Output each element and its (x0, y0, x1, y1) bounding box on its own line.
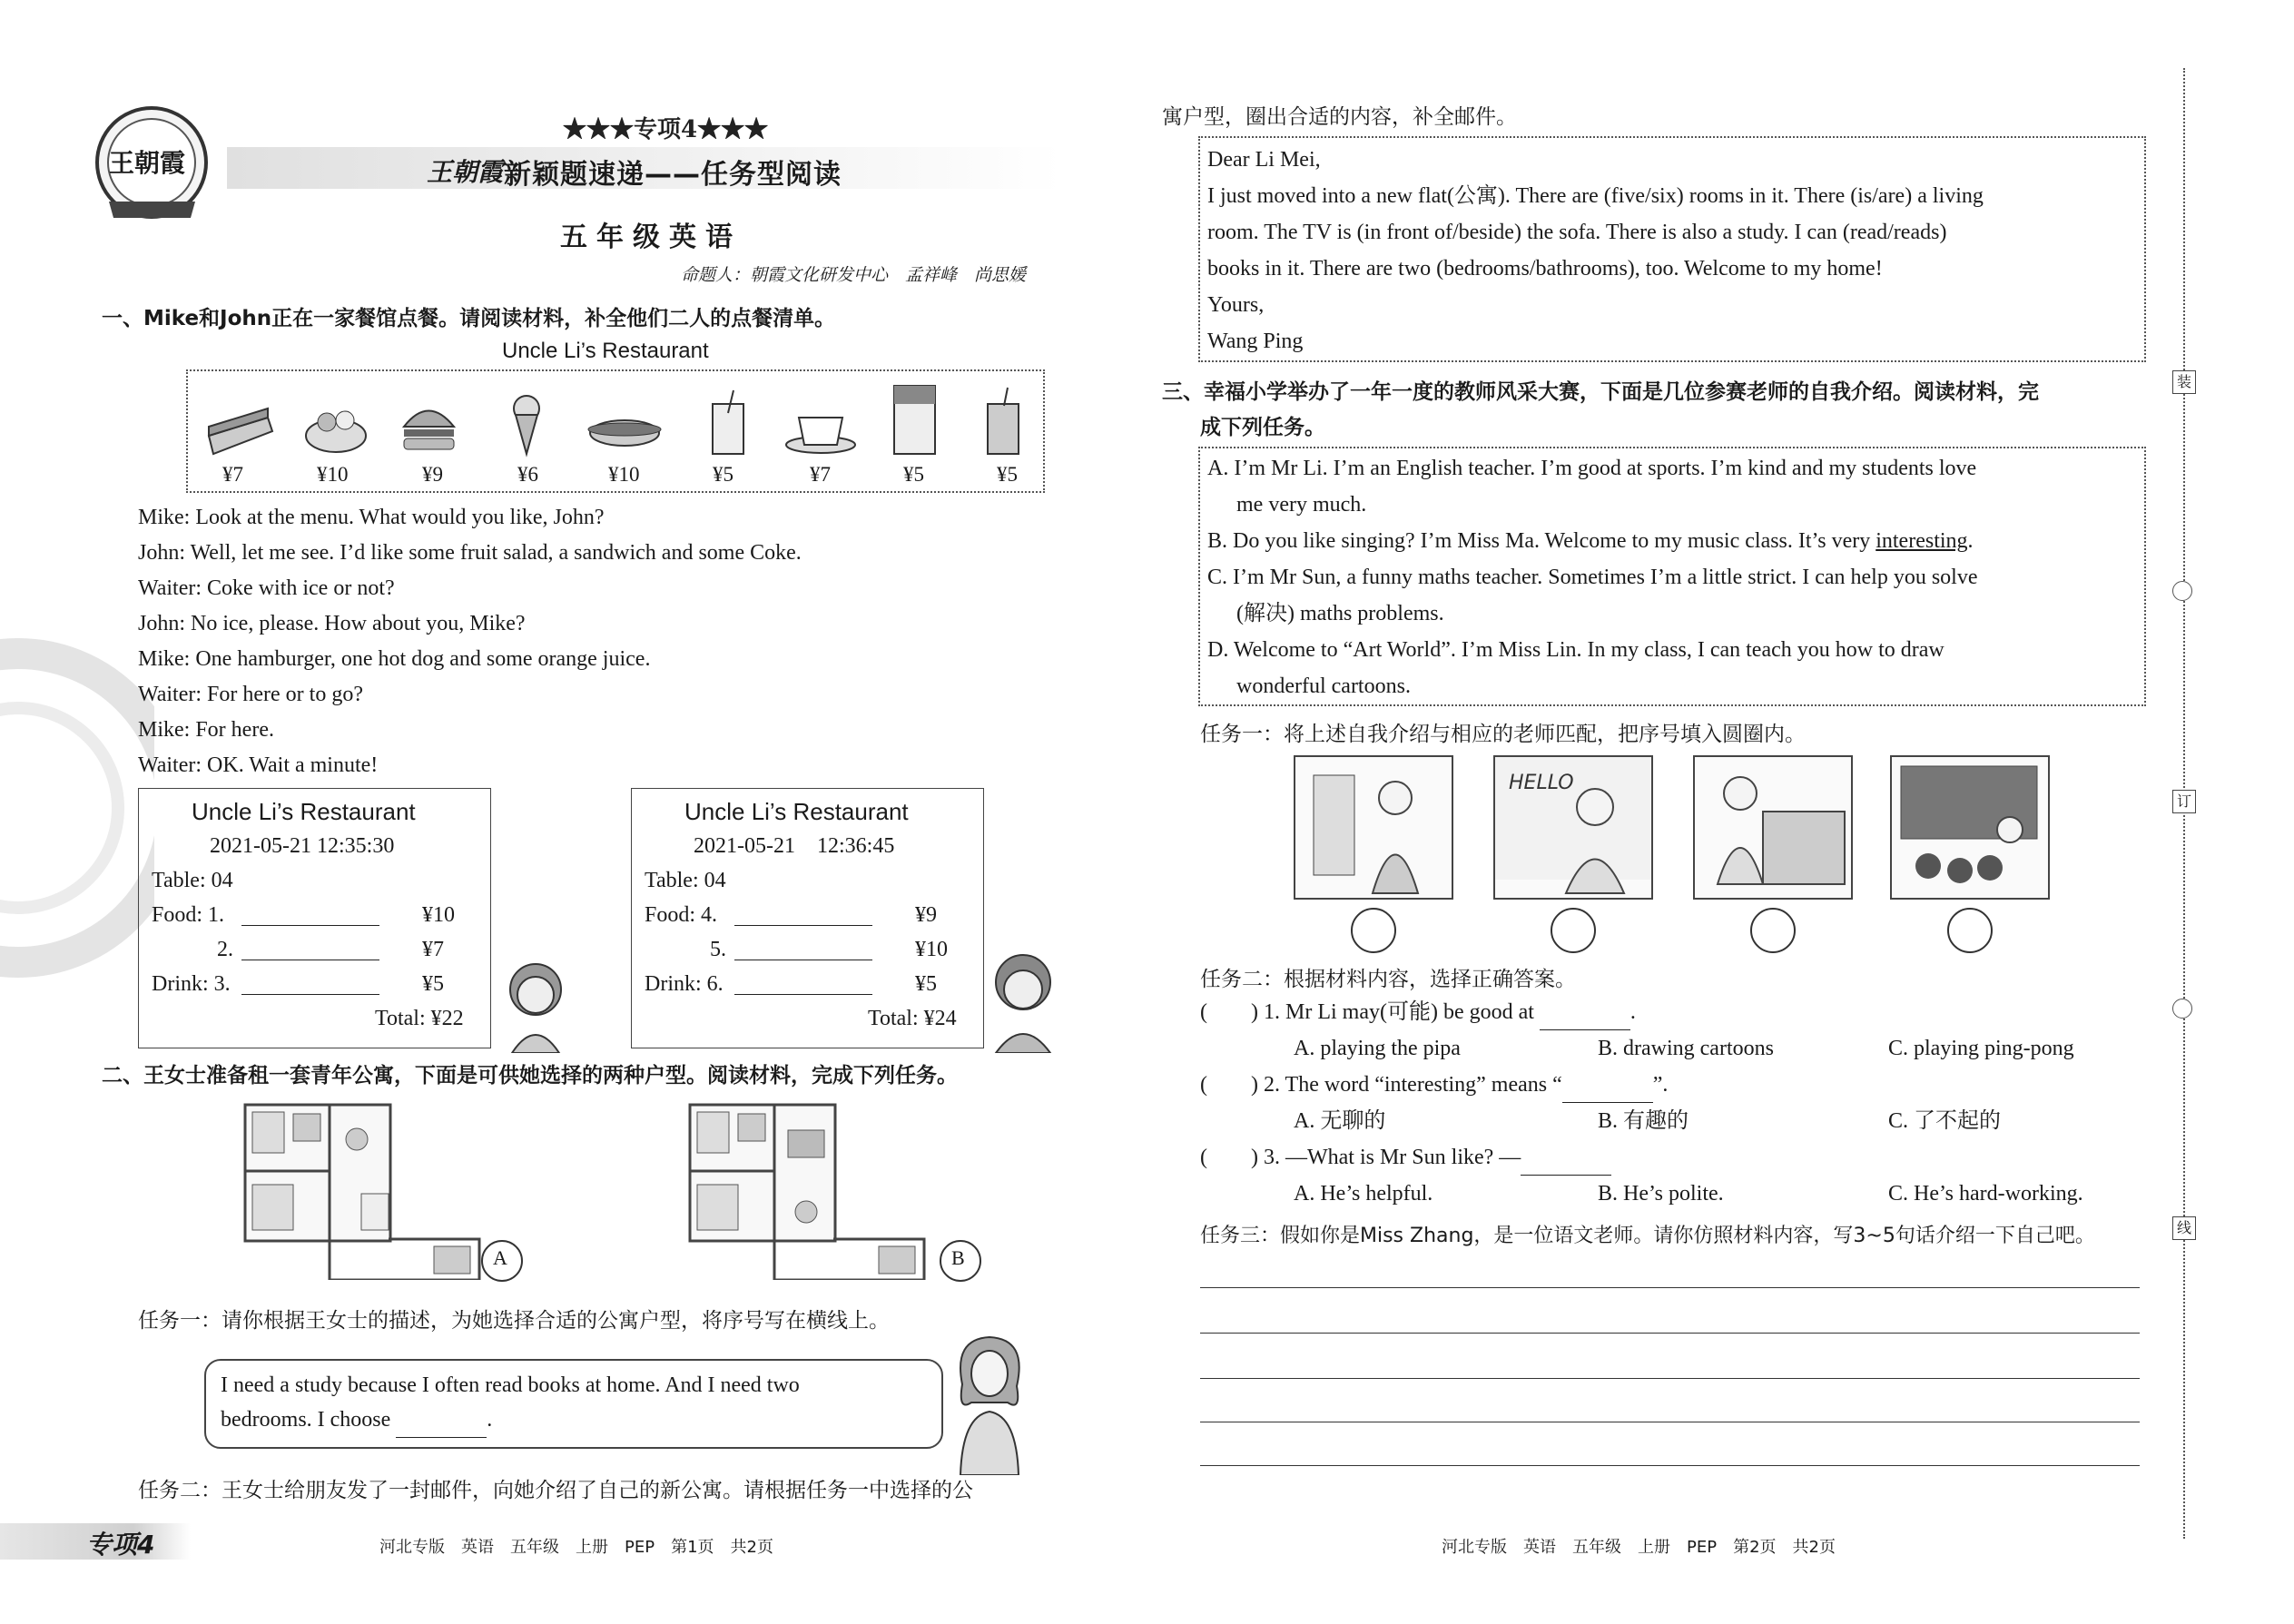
writing-line[interactable] (1200, 1287, 2140, 1288)
question-blank[interactable] (1562, 1075, 1653, 1103)
footer-page-2: 河北专版 英语 五年级 上册 PEP 第2页 共2页 (1442, 1538, 1836, 1557)
answer-circle-2[interactable] (1551, 908, 1596, 953)
receipt-blank-1[interactable] (241, 925, 379, 926)
receipt-total: Total: ¥24 (868, 1007, 957, 1030)
receipt-food1-price: ¥9 (915, 903, 937, 927)
intros-box (1198, 447, 2146, 706)
section2-task1: 任务一：请你根据王女士的描述，为她选择合适的公寓户型，将序号写在横线上。 (138, 1309, 890, 1333)
section2-task2: 任务二：王女士给朋友发了一封邮件，向她介绍了自己的新公寓。请根据任务一中选择的公 (138, 1479, 973, 1502)
dialogue-line: John: Well, let me see. I’d like some fruit salad, a sandwich and some Coke. (138, 541, 802, 565)
menu-price-2: ¥10 (317, 463, 349, 486)
binding-mark-1 (2172, 370, 2196, 394)
answer-circle-4[interactable] (1947, 908, 1993, 953)
ms-wang-figure (944, 1330, 1035, 1475)
john-figure (501, 953, 574, 1053)
receipt-drink-label: Drink: 6. (645, 972, 724, 996)
topic-banner: ★★★专项4★★★ (563, 116, 769, 143)
receipt-blank-6[interactable] (734, 994, 872, 995)
intro-b-underlined: interesting (1876, 529, 1968, 553)
speech-line-2-prefix: bedrooms. I choose (221, 1408, 391, 1432)
email-line: room. The TV is (in front of/beside) the sofa. There is also a study. I can (read/reads) (1207, 221, 1947, 244)
speech-bubble (204, 1359, 943, 1449)
dialogue-line: Mike: For here. (138, 718, 274, 742)
email-box (1198, 136, 2146, 362)
writing-line[interactable] (1200, 1378, 2140, 1379)
dialogue-line: Waiter: Coke with ice or not? (138, 576, 395, 600)
plan-b-letter: B (951, 1246, 965, 1269)
menu-price-8: ¥5 (903, 463, 924, 486)
binding-mark-2 (2172, 790, 2196, 813)
intros-body (1207, 450, 2138, 704)
q2-option-b[interactable]: B. 有趣的 (1598, 1109, 1689, 1133)
menu-price-6: ¥5 (713, 463, 733, 486)
hamburger-icon (404, 411, 454, 450)
intro-line: A. I’m Mr Li. I’m an English teacher. I’m good at sports. I’m kind and my students love (1207, 457, 1977, 480)
section1-heading: 一、Mike和John正在一家餐馆点餐。请阅读材料，补全他们二人的点餐清单。 (102, 307, 836, 330)
question-paren[interactable]: ( ) (1200, 1073, 1258, 1097)
q1-option-a[interactable]: A. playing the pipa (1294, 1037, 1461, 1060)
dialogue-line: Mike: Look at the menu. What would you like, John? (138, 506, 605, 529)
email-body (1207, 142, 2138, 359)
menu-price-9: ¥5 (997, 463, 1018, 486)
intro-line: (解决) maths problems. (1236, 602, 1444, 625)
intro-line: me very much. (1236, 493, 1367, 517)
section3-task2: 任务二：根据材料内容，选择正确答案。 (1200, 968, 1576, 991)
sandwich-icon (209, 408, 272, 454)
dialogue-line: John: No ice, please. How about you, Mike? (138, 612, 526, 635)
receipt-table: Table: 04 (645, 869, 726, 892)
menu-price-5: ¥10 (608, 463, 640, 486)
receipt-food2-label: 2. (217, 938, 233, 961)
menu-price-3: ¥9 (422, 463, 443, 486)
answer-circle-1[interactable] (1351, 908, 1396, 953)
binding-mark-text: 订 (2176, 792, 2191, 810)
receipt-food2-price: ¥10 (915, 938, 948, 961)
writing-line[interactable] (1200, 1333, 2140, 1334)
email-line: Wang Ping (1207, 330, 1304, 353)
email-line: Dear Li Mei, (1207, 148, 1321, 172)
question-3 (1200, 1140, 1611, 1176)
menu-price-1: ¥7 (222, 463, 243, 486)
music-teacher-picture (1693, 755, 1853, 900)
menu-price-7: ¥7 (810, 463, 831, 486)
binding-hole-2 (2172, 999, 2192, 1019)
receipt-blank-3[interactable] (241, 994, 379, 995)
question-end: ”. (1652, 1073, 1669, 1097)
banner-brand: 王朝霞 (427, 157, 504, 187)
fruit-salad-icon (306, 411, 366, 452)
email-line: books in it. There are two (bedrooms/bathrooms), too. Welcome to my home! (1207, 257, 1883, 281)
q2-option-c[interactable]: C. 了不起的 (1888, 1109, 2002, 1133)
section2-task2-cont: 寓户型，圈出合适的内容，补全邮件。 (1162, 105, 1517, 129)
intro-line: D. Welcome to “Art World”. I’m Miss Lin. In my class, I can teach you how to draw (1207, 638, 1944, 662)
speech-line-2-suffix: . (487, 1408, 493, 1432)
footer-page-1: 河北专版 英语 五年级 上册 PEP 第1页 共2页 (379, 1538, 773, 1557)
page-title: 五年级英语 (560, 221, 742, 253)
q1-option-c[interactable]: C. playing ping-pong (1888, 1037, 2074, 1060)
menu-restaurant-name: Uncle Li’s Restaurant (502, 339, 709, 363)
question-stem: 2. The word “interesting” means “ (1263, 1073, 1562, 1097)
binding-mark-text: 线 (2176, 1219, 2191, 1236)
q3-option-b[interactable]: B. He’s polite. (1598, 1182, 1724, 1206)
receipt-table: Table: 04 (152, 869, 233, 892)
speech-line-1: I need a study because I often read books at home. And I need two (221, 1373, 800, 1397)
section3-task1: 任务一：将上述自我介绍与相应的老师匹配，把序号填入圆圈内。 (1200, 723, 1806, 746)
milk-icon (894, 386, 935, 454)
hot-dog-icon (588, 420, 661, 446)
art-teacher-picture (1294, 755, 1453, 900)
question-1 (1200, 995, 1636, 1030)
binding-mark-text: 装 (2176, 373, 2191, 390)
question-blank[interactable] (1521, 1147, 1611, 1176)
receipt-1 (138, 788, 491, 1048)
binding-hole-1 (2172, 581, 2192, 601)
dialogue-line: Waiter: OK. Wait a minute! (138, 753, 379, 777)
receipt-datetime: 2021-05-21 12:36:45 (694, 834, 895, 858)
receipt-food1-price: ¥10 (422, 903, 455, 927)
speech-answer-blank[interactable] (396, 1410, 487, 1438)
dialogue (138, 500, 802, 783)
authors: 命题人：朝霞文化研发中心 孟祥峰 尚思媛 (681, 265, 1027, 285)
intro-line: wonderful cartoons. (1236, 674, 1411, 698)
q1-option-b[interactable]: B. drawing cartoons (1598, 1037, 1774, 1060)
hello-text: HELLO (1509, 772, 1574, 794)
floor-plan-b (688, 1103, 933, 1280)
receipt-food2-price: ¥7 (422, 938, 444, 961)
coffee-icon (786, 418, 855, 453)
dialogue-line: Mike: One hamburger, one hot dog and some orange juice. (138, 647, 651, 671)
writing-line[interactable] (1200, 1465, 2140, 1466)
question-end: . (1629, 1000, 1636, 1024)
menu-icons (191, 377, 1044, 463)
english-teacher-picture (1493, 755, 1653, 900)
q3-option-a[interactable]: A. He’s helpful. (1294, 1182, 1433, 1206)
mike-figure (985, 944, 1062, 1053)
question-stem: 1. Mr Li may(可能) be good at (1263, 1000, 1534, 1024)
receipt-title: Uncle Li’s Restaurant (684, 798, 909, 825)
banner-title: 新颖题速递——任务型阅读 (504, 159, 842, 191)
menu-price-4: ¥6 (517, 463, 538, 486)
intro-line: C. I’m Mr Sun, a funny maths teacher. Sometimes I’m a little strict. I can help you solve (1207, 566, 1978, 589)
section3-heading-1: 三、幸福小学举办了一年一度的教师风采大赛，下面是几位参赛老师的自我介绍。阅读材料，完 (1162, 380, 2039, 404)
watermark-seal (0, 626, 154, 989)
receipt-food2-label: 5. (710, 938, 726, 961)
orange-juice-icon (713, 390, 743, 454)
question-paren[interactable]: ( ) (1200, 1146, 1258, 1169)
receipt-food1-label: Food: 1. (152, 903, 225, 927)
q2-option-a[interactable]: A. 无聊的 (1294, 1109, 1386, 1133)
email-line: I just moved into a new flat(公寓). There are (five/six) rooms in it. There (is/are) a living (1207, 184, 1984, 208)
intro-line (1207, 523, 2138, 559)
floor-plan-a (243, 1103, 488, 1280)
section3-task3: 任务三：假如你是Miss Zhang，是一位语文老师。请你仿照材料内容，写3~5句话介绍一下自己吧。 (1200, 1225, 2095, 1247)
question-stem: 3. —What is Mr Sun like? — (1263, 1146, 1521, 1169)
question-paren[interactable]: ( ) (1200, 1000, 1258, 1024)
intro-b-text: B. Do you like singing? I’m Miss Ma. Welcome to my music class. It’s very (1207, 529, 1871, 553)
maths-teacher-picture (1890, 755, 2050, 900)
dialogue-line: Waiter: For here or to go? (138, 683, 363, 706)
receipt-drink-price: ¥5 (915, 972, 937, 996)
question-2 (1200, 1068, 1668, 1103)
binding-mark-3 (2172, 1216, 2196, 1240)
section2-heading: 二、王女士准备租一套青年公寓，下面是可供她选择的两种户型。阅读材料，完成下列任务。 (102, 1064, 958, 1088)
intro-b-period: . (1967, 529, 1974, 553)
question-blank[interactable] (1540, 1002, 1630, 1030)
receipt-drink-label: Drink: 3. (152, 972, 231, 996)
email-line: Yours, (1207, 293, 1265, 317)
ice-cream-icon (514, 396, 539, 454)
answer-circle-3[interactable] (1750, 908, 1796, 953)
receipt-food1-label: Food: 4. (645, 903, 718, 927)
receipt-total: Total: ¥22 (375, 1007, 464, 1030)
section3-heading-2: 成下列任务。 (1200, 416, 1325, 439)
plan-a-letter: A (493, 1246, 507, 1269)
receipt-2 (631, 788, 984, 1048)
receipt-blank-4[interactable] (734, 925, 872, 926)
q3-option-c[interactable]: C. He’s hard-working. (1888, 1182, 2083, 1206)
brand-logo-text: 王朝霞 (109, 148, 186, 178)
coke-icon (988, 388, 1019, 454)
receipt-title: Uncle Li’s Restaurant (192, 798, 416, 825)
speech-line-2 (221, 1403, 492, 1438)
footer-topic-tag: 专项4 (86, 1530, 155, 1560)
receipt-datetime: 2021-05-21 12:35:30 (210, 834, 395, 858)
receipt-drink-price: ¥5 (422, 972, 444, 996)
